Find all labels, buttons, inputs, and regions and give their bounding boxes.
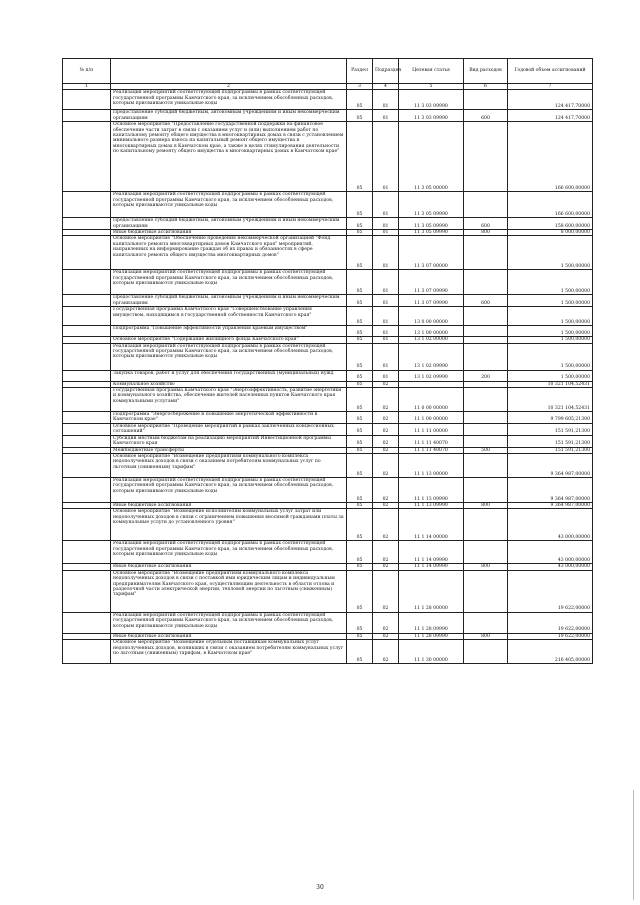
row-subsection-cell: 01: [373, 110, 399, 122]
row-amount-cell: 216 405,00000: [508, 640, 593, 664]
row-number-cell: [63, 192, 111, 218]
row-target-cell: 11 3 05 00000: [399, 122, 464, 192]
row-subsection-cell: 02: [373, 509, 399, 541]
row-amount-cell: 19 622,00000: [508, 612, 593, 633]
row-amount-cell: 10 321 104,52431: [508, 381, 593, 387]
row-section-cell: 05: [347, 412, 373, 424]
row-name-cell: Основное мероприятие "Возмещение предприятиям коммунального комплекса недополученных доходов в связи с оказанием потребителям коммунальных услуг по льготным (сниженным) тарифам": [111, 453, 347, 477]
row-name-cell: Основное мероприятие "Возмещение отдельным поставщикам коммунальных услуг недополученных доходов, возникших в связи с оказанием потребителям коммунальных услуг по льготным (сниженным) тарифам, в Камчатском крае": [111, 640, 347, 664]
row-exptype-cell: [464, 270, 508, 295]
row-name-cell: Закупка товаров, работ и услуг для обеспечения государственных (муниципальных) нужд: [111, 370, 347, 381]
row-section-cell: 05: [347, 230, 373, 236]
row-target-cell: 13 1 02 09990: [399, 370, 464, 381]
row-number-cell: [63, 295, 111, 307]
row-exptype-cell: [464, 307, 508, 326]
row-section-cell: 05: [347, 326, 373, 337]
row-number-cell: [63, 122, 111, 192]
column-number: 7: [508, 84, 593, 90]
row-subsection-cell: 02: [373, 453, 399, 477]
row-exptype-cell: 800: [464, 564, 508, 570]
row-subsection-cell: 02: [373, 541, 399, 564]
row-name-cell: Предоставление субсидий бюджетным, автономным учреждениям и иным некоммерческим организациям: [111, 218, 347, 230]
row-amount-cell: 43 000,00000: [508, 509, 593, 541]
row-section-cell: 05: [347, 192, 373, 218]
row-amount-cell: 1 500,00000: [508, 343, 593, 370]
column-number: 3: [347, 84, 373, 90]
column-number: 1: [63, 84, 111, 90]
row-name-cell: Иные бюджетные ассигнования: [111, 633, 347, 639]
row-amount-cell: 166 600,00000: [508, 122, 593, 192]
column-number: 4: [373, 84, 399, 90]
row-target-cell: 11 3 07 09990: [399, 270, 464, 295]
table-row: [63, 122, 593, 192]
col-target-header: Целевая статья: [399, 59, 464, 84]
row-target-cell: 11 1 00 00000: [399, 412, 464, 424]
row-target-cell: 11 1 11 40070: [399, 447, 464, 453]
row-name-cell: Государственная программа Камчатского края "Совершенствование управления имуществом, находящимся в государственной собственности Камчатского края": [111, 307, 347, 326]
row-number-cell: [63, 509, 111, 541]
table-row: [63, 477, 593, 502]
row-name-cell: Субсидии местным бюджетам на реализацию мероприятий Инвестиционной программы Камчатского края: [111, 435, 347, 447]
row-name-cell: Иные бюджетные ассигнования: [111, 502, 347, 508]
row-amount-cell: 9 364 987,00000: [508, 502, 593, 508]
row-subsection-cell: 01: [373, 270, 399, 295]
table-row: [63, 90, 593, 110]
table-row: [63, 326, 593, 337]
row-target-cell: 11 3 07 00000: [399, 236, 464, 270]
row-target-cell: 11 1 13 00000: [399, 453, 464, 477]
row-amount-cell: 10 321 104,52431: [508, 388, 593, 412]
row-number-cell: [63, 326, 111, 337]
row-subsection-cell: 02: [373, 502, 399, 508]
row-name-cell: Реализация мероприятий соответствующей подпрограммы в рамках соответствующей государственной программы Камчатского края, за исключением обособленных расходов, которым присваиваются уникальные коды: [111, 343, 347, 370]
row-section-cell: 05: [347, 640, 373, 664]
column-number: 5: [399, 84, 464, 90]
row-target-cell: 11 1 14 09990: [399, 564, 464, 570]
row-amount-cell: 1 500,00000: [508, 326, 593, 337]
row-subsection-cell: 01: [373, 236, 399, 270]
row-number-cell: [63, 90, 111, 110]
row-subsection-cell: 01: [373, 230, 399, 236]
row-exptype-cell: [464, 453, 508, 477]
row-amount-cell: 166 600,00000: [508, 192, 593, 218]
row-target-cell: 13 1 00 00000: [399, 326, 464, 337]
row-number-cell: [63, 541, 111, 564]
row-amount-cell: 151 591,21300: [508, 423, 593, 435]
row-amount-cell: 151 591,21300: [508, 435, 593, 447]
row-exptype-cell: 600: [464, 218, 508, 230]
row-amount-cell: 19 622,00000: [508, 570, 593, 612]
row-subsection-cell: 01: [373, 343, 399, 370]
row-subsection-cell: 01: [373, 122, 399, 192]
row-name-cell: Основное мероприятие "Обеспечение проведения некоммерческой организацией "Фонд капитального ремонта многоквартирных домов Камчатского края" мероприятий, направленных на информирование граждан об их правах и обязанностях в сфере капитального ремонта общего имущества многоквартирных домов": [111, 236, 347, 270]
row-number-cell: [63, 612, 111, 633]
row-exptype-cell: [464, 541, 508, 564]
col-volume-header: Годовой объем ассигнований: [508, 59, 593, 84]
row-name-cell: Реализация мероприятий соответствующей подпрограммы в рамках соответствующей государственной программы Камчатского края, за исключением обособленных расходов, которым присваиваются уникальные коды: [111, 477, 347, 502]
row-target-cell: 11 1 13 09990: [399, 502, 464, 508]
scan-edge-mark: [633, 790, 634, 900]
row-name-cell: Реализация мероприятий соответствующей подпрограммы в рамках соответствующей государственной программы Камчатского края, за исключением обособленных расходов, которым присваиваются уникальные коды: [111, 541, 347, 564]
row-section-cell: 05: [347, 110, 373, 122]
row-target-cell: 11 1 11 40070: [399, 435, 464, 447]
budget-table: [62, 58, 593, 664]
table-row: [63, 412, 593, 424]
row-target-cell: 11 3 03 09990: [399, 110, 464, 122]
row-target-cell: 13 1 02 09990: [399, 343, 464, 370]
row-section-cell: 05: [347, 370, 373, 381]
row-subsection-cell: 01: [373, 337, 399, 343]
row-name-cell: Предоставление субсидий бюджетным, автономным учреждениям и иным некоммерческим организациям: [111, 295, 347, 307]
row-target-cell: 11 3 05 09990: [399, 218, 464, 230]
row-section-cell: 05: [347, 90, 373, 110]
row-exptype-cell: [464, 236, 508, 270]
row-section-cell: 05: [347, 453, 373, 477]
row-exptype-cell: [464, 435, 508, 447]
row-section-cell: 05: [347, 337, 373, 343]
row-name-cell: Государственная программа Камчатского края "Энергоэффективность, развитие энергетики и коммунального хозяйства, обеспечение жителей населенных пунктов Камчатского края коммунальными услугами": [111, 388, 347, 412]
row-amount-cell: 1 500,00000: [508, 295, 593, 307]
row-subsection-cell: 02: [373, 412, 399, 424]
row-amount-cell: 124 417,70000: [508, 110, 593, 122]
row-section-cell: 05: [347, 381, 373, 387]
row-number-cell: [63, 477, 111, 502]
row-section-cell: 05: [347, 502, 373, 508]
row-name-cell: Основное мероприятие "Содержание жилищного фонда Камчатского края": [111, 337, 347, 343]
row-target-cell: 11 3 03 09990: [399, 90, 464, 110]
row-number-cell: [63, 570, 111, 612]
row-name-cell: Основное мероприятие "Проведение мероприятий в рамках заключенных концессионных соглашений": [111, 423, 347, 435]
row-target-cell: 11 1 13 09990: [399, 477, 464, 502]
row-exptype-cell: 600: [464, 110, 508, 122]
row-amount-cell: 151 591,21300: [508, 447, 593, 453]
row-section-cell: 05: [347, 218, 373, 230]
row-exptype-cell: [464, 640, 508, 664]
row-section-cell: 05: [347, 343, 373, 370]
row-exptype-cell: 500: [464, 447, 508, 453]
row-number-cell: [63, 218, 111, 230]
row-name-cell: Реализация мероприятий соответствующей подпрограммы в рамках соответствующей государственной программы Камчатского края, за исключением обособленных расходов, которым присваиваются уникальные коды: [111, 90, 347, 110]
row-subsection-cell: 01: [373, 192, 399, 218]
table-row: [63, 295, 593, 307]
row-exptype-cell: 800: [464, 230, 508, 236]
row-subsection-cell: 02: [373, 381, 399, 387]
row-name-cell: Основное мероприятие "Предоставление государственной поддержки на финансовое обеспечение части затрат в связи с оказанием услуг и (или) выполнением работ по капитальному ремонту общего имущества в многоквартирных домах в связи с установлением минимального размера взноса на капитальный ремонт общего имущества в многоквартирных домах в Камчатском крае, а также в целях стимулирования деятельности по капитальному ремонту общего имущества в многоквартирных домах в Камчатском крае": [111, 122, 347, 192]
row-exptype-cell: [464, 388, 508, 412]
row-section-cell: 05: [347, 570, 373, 612]
col-name-header: [111, 59, 347, 84]
table-row: [63, 423, 593, 435]
row-amount-cell: 19 622,00000: [508, 633, 593, 639]
row-section-cell: 05: [347, 388, 373, 412]
row-number-cell: [63, 435, 111, 447]
row-subsection-cell: 01: [373, 218, 399, 230]
row-exptype-cell: [464, 509, 508, 541]
row-exptype-cell: [464, 192, 508, 218]
row-name-cell: Коммунальное хозяйство: [111, 381, 347, 387]
row-section-cell: 05: [347, 633, 373, 639]
row-target-cell: 11 3 05 09990: [399, 192, 464, 218]
row-name-cell: Иные бюджетные ассигнования: [111, 564, 347, 570]
table-row: [63, 570, 593, 612]
row-section-cell: 05: [347, 307, 373, 326]
row-section-cell: 05: [347, 447, 373, 453]
table-row: [63, 453, 593, 477]
row-section-cell: 05: [347, 236, 373, 270]
row-subsection-cell: 02: [373, 477, 399, 502]
row-amount-cell: 1 500,00000: [508, 337, 593, 343]
table-row: [63, 343, 593, 370]
row-subsection-cell: 01: [373, 326, 399, 337]
row-subsection-cell: 01: [373, 307, 399, 326]
row-target-cell: 13 0 00 00000: [399, 307, 464, 326]
row-section-cell: 05: [347, 541, 373, 564]
row-section-cell: 05: [347, 564, 373, 570]
table-row: [63, 612, 593, 633]
row-exptype-cell: [464, 570, 508, 612]
table-row: [63, 270, 593, 295]
row-subsection-cell: 02: [373, 570, 399, 612]
row-name-cell: Межбюджетные трансферты: [111, 447, 347, 453]
column-number: 6: [464, 84, 508, 90]
row-target-cell: 11 1 14 00000: [399, 509, 464, 541]
row-exptype-cell: 600: [464, 295, 508, 307]
col-num-header: № п/п: [63, 59, 111, 84]
col-exptype-header: Вид расходов: [464, 59, 508, 84]
row-name-cell: Иные бюджетные ассигнования: [111, 230, 347, 236]
row-amount-cell: 124 417,70000: [508, 90, 593, 110]
table-row: [63, 640, 593, 664]
row-amount-cell: 8 000,00000: [508, 230, 593, 236]
row-exptype-cell: [464, 612, 508, 633]
row-number-cell: [63, 343, 111, 370]
row-exptype-cell: [464, 423, 508, 435]
row-section-cell: 05: [347, 477, 373, 502]
row-amount-cell: 1 500,00000: [508, 270, 593, 295]
table-row: [63, 307, 593, 326]
row-amount-cell: 9 364 987,00000: [508, 453, 593, 477]
row-section-cell: 05: [347, 612, 373, 633]
row-section-cell: 05: [347, 423, 373, 435]
row-exptype-cell: [464, 343, 508, 370]
row-subsection-cell: 02: [373, 564, 399, 570]
row-subsection-cell: 01: [373, 90, 399, 110]
row-number-cell: [63, 453, 111, 477]
row-name-cell: Подпрограмма "Повышение эффективности управления краевым имуществом": [111, 326, 347, 337]
header-row: [63, 59, 593, 84]
row-amount-cell: 43 000,00000: [508, 541, 593, 564]
row-exptype-cell: [464, 90, 508, 110]
col-section-header: Раздел: [347, 59, 373, 84]
row-target-cell: 11 1 11 00000: [399, 423, 464, 435]
row-section-cell: 05: [347, 435, 373, 447]
row-number-cell: [63, 307, 111, 326]
table-row: [63, 218, 593, 230]
page-number: 30: [316, 884, 324, 891]
row-name-cell: Реализация мероприятий соответствующей подпрограммы в рамках соответствующей государственной программы Камчатского края, за исключением обособленных расходов, которым присваиваются уникальные коды: [111, 270, 347, 295]
row-name-cell: Основное мероприятие "Возмещение исполнителям коммунальных услуг затрат или недополученных доходов в связи с ограничением повышения вносимой гражданами платы за коммунальные услуги до установленного уровня": [111, 509, 347, 541]
row-amount-cell: 158 600,00000: [508, 218, 593, 230]
table-row: [63, 236, 593, 270]
row-name-cell: Реализация мероприятий соответствующей подпрограммы в рамках соответствующей государственной программы Камчатского края, за исключением обособленных расходов, которым присваиваются уникальные коды: [111, 612, 347, 633]
row-name-cell: Подпрограмма "Энергосбережение и повышение энергетической эффективности в Камчатском крае": [111, 412, 347, 424]
table-row: [63, 110, 593, 122]
row-target-cell: 11 1 28 09990: [399, 633, 464, 639]
col-subsection-header: Подраздел: [373, 59, 399, 84]
row-exptype-cell: [464, 122, 508, 192]
row-amount-cell: 9 364 987,00000: [508, 477, 593, 502]
row-section-cell: 05: [347, 270, 373, 295]
row-amount-cell: 1 500,00000: [508, 307, 593, 326]
row-subsection-cell: 02: [373, 435, 399, 447]
row-exptype-cell: [464, 326, 508, 337]
row-section-cell: 05: [347, 509, 373, 541]
row-target-cell: 13 1 02 00000: [399, 337, 464, 343]
row-exptype-cell: [464, 477, 508, 502]
row-exptype-cell: 800: [464, 502, 508, 508]
row-number-cell: [63, 412, 111, 424]
row-subsection-cell: 02: [373, 612, 399, 633]
row-section-cell: 05: [347, 295, 373, 307]
row-exptype-cell: 800: [464, 633, 508, 639]
table-row: [63, 541, 593, 564]
row-number-cell: [63, 388, 111, 412]
row-name-cell: Реализация мероприятий соответствующей подпрограммы в рамках соответствующей государственной программы Камчатского края, за исключением обособленных расходов, которым присваиваются уникальные коды: [111, 192, 347, 218]
row-target-cell: 11 3 05 09990: [399, 230, 464, 236]
row-amount-cell: 1 500,00000: [508, 236, 593, 270]
row-target-cell: 11 3 07 09990: [399, 295, 464, 307]
row-subsection-cell: 02: [373, 633, 399, 639]
row-amount-cell: 9 799 605,21300: [508, 412, 593, 424]
row-target-cell: 11 1 30 00000: [399, 640, 464, 664]
row-section-cell: 05: [347, 122, 373, 192]
row-exptype-cell: [464, 412, 508, 424]
row-amount-cell: 1 500,00000: [508, 370, 593, 381]
row-subsection-cell: 01: [373, 295, 399, 307]
row-number-cell: [63, 236, 111, 270]
row-name-cell: Основное мероприятие "Возмещение предприятиям коммунального комплекса недополученных доходов в связи с поставкой ими юридическим лицам и индивидуальным предпринимателям Камчатского края, осуществляющим деятельность в области отлова и разделочной части электрической энергии, тепловой энергии по льготным (сниженным) тарифам": [111, 570, 347, 612]
row-number-cell: [63, 370, 111, 381]
row-number-cell: [63, 270, 111, 295]
table-row: [63, 435, 593, 447]
row-number-cell: [63, 640, 111, 664]
row-subsection-cell: 02: [373, 423, 399, 435]
row-number-cell: [63, 423, 111, 435]
row-target-cell: 11 1 28 00000: [399, 570, 464, 612]
row-subsection-cell: 02: [373, 640, 399, 664]
row-name-cell: Предоставление субсидий бюджетным, автономным учреждениям и иным некоммерческим организациям: [111, 110, 347, 122]
row-target-cell: 11 0 00 00000: [399, 388, 464, 412]
column-number: 2: [111, 84, 347, 90]
row-target-cell: 11 1 28 09990: [399, 612, 464, 633]
table-row: [63, 388, 593, 412]
row-subsection-cell: 02: [373, 388, 399, 412]
table-row: [63, 370, 593, 381]
table-row: [63, 509, 593, 541]
row-number-cell: [63, 110, 111, 122]
row-amount-cell: 43 000,00000: [508, 564, 593, 570]
row-exptype-cell: 200: [464, 370, 508, 381]
row-target-cell: 11 1 14 09990: [399, 541, 464, 564]
table-row: [63, 192, 593, 218]
row-subsection-cell: 01: [373, 370, 399, 381]
row-subsection-cell: 02: [373, 447, 399, 453]
